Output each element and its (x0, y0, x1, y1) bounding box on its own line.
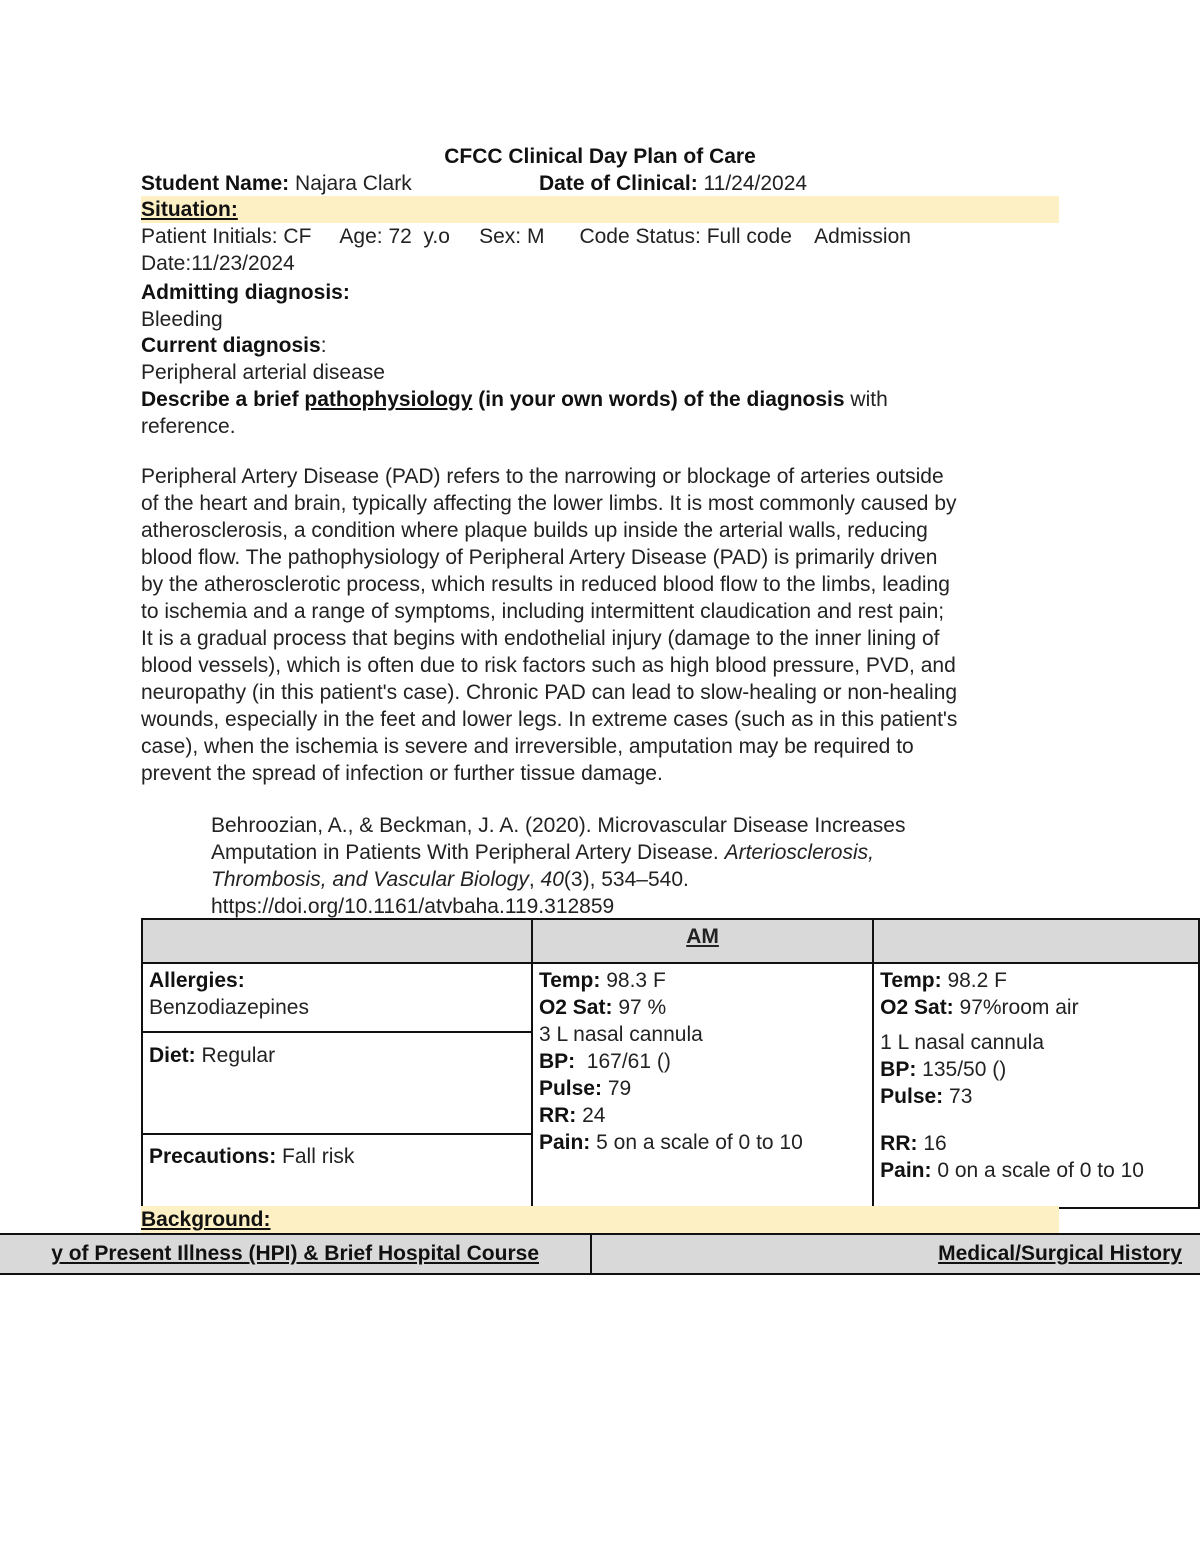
am-vitals-cell: Temp: 98.3 F O2 Sat: 97 % 3 L nasal cannula BP: 167/61 () Pulse: 79 RR: 24 Pain: 5 on a scale of 0 to 10 (532, 963, 873, 1208)
document-title: CFCC Clinical Day Plan of Care (444, 145, 756, 168)
current-diagnosis-value: Peripheral arterial disease (141, 361, 385, 384)
diet-cell: Diet: Regular (142, 1032, 532, 1134)
background-table-header (0, 1233, 1200, 1275)
reference-citation: Behroozian, A., & Beckman, J. A. (2020). Microvascular Disease Increases Amputation in Patients With Peripheral Artery Disease. Arteriosclerosis, Thrombosis, and Vascular Biology, 40(3), 534–540. https://doi.org/10.1161/atvbaha.119.312859 (211, 814, 906, 918)
background-highlight (141, 1206, 1059, 1233)
clinical-date-line (539, 170, 807, 197)
medical-history-header: Medical/Surgical History (938, 1242, 1182, 1265)
current-diagnosis-label: Current diagnosis: (141, 334, 327, 357)
header-divider (590, 1235, 592, 1273)
pathophysiology-paragraph (141, 463, 1071, 787)
background-label: Background: (141, 1208, 271, 1231)
hpi-header: y of Present Illness (HPI) & Brief Hospital Course (51, 1242, 539, 1265)
paragraph-line: by the atherosclerotic process, which results in reduced blood flow to the limbs, leading (141, 573, 950, 596)
student-name-label: Student Name: (141, 172, 290, 195)
clinical-date-label: Date of Clinical: (539, 172, 698, 195)
describe-prompt: Describe a brief pathophysiology (in your own words) of the diagnosis with (141, 388, 888, 411)
paragraph-line: wounds, especially in the feet and lower legs. In extreme cases (such as in this patient's (141, 708, 958, 731)
patient-info-line: Patient Initials: CF Age: 72 y.o Sex: M Code Status: Full code Admission (141, 225, 911, 248)
paragraph-line: case), when the ischemia is severe and irreversible, amputation may be required to (141, 735, 914, 758)
paragraph-line: Peripheral Artery Disease (PAD) refers to the narrowing or blockage of arteries outside (141, 465, 944, 488)
paragraph-line: atherosclerosis, a condition where plaque builds up inside the arterial walls, reducing (141, 519, 928, 542)
table-header-blank (142, 919, 532, 963)
pm-vitals-cell: Temp: 98.2 F O2 Sat: 97%room air 1 L nasal cannula BP: 135/50 () Pulse: 73 RR: 16 Pain: 0 on a scale of 0 to 10 (873, 963, 1199, 1208)
paragraph-line: prevent the spread of infection or further tissue damage. (141, 762, 663, 785)
describe-prompt-cont: reference. (141, 415, 236, 438)
situation-highlight (141, 196, 1059, 223)
student-name-value: Najara Clark (295, 172, 412, 195)
paragraph-line: blood flow. The pathophysiology of Peripheral Artery Disease (PAD) is primarily driven (141, 546, 938, 569)
paragraph-line: to ischemia and a range of symptoms, including intermittent claudication and rest pain; (141, 600, 945, 623)
clinical-date-value: 11/24/2024 (703, 172, 808, 195)
student-name-line (141, 170, 412, 197)
allergies-cell: Allergies: Benzodiazepines (142, 963, 532, 1032)
precautions-cell: Precautions: Fall risk (142, 1134, 532, 1208)
paragraph-line: blood vessels), which is often due to risk factors such as high blood pressure, PVD, and (141, 654, 956, 677)
vitals-table (141, 918, 1200, 1209)
reference-doi-link[interactable]: https://doi.org/10.1161/atvbaha.119.312859 (211, 895, 615, 918)
paragraph-line: It is a gradual process that begins with endothelial injury (damage to the inner lining of (141, 627, 940, 650)
admission-date-line: Date:11/23/2024 (141, 252, 295, 275)
admitting-diagnosis-label: Admitting diagnosis: (141, 281, 350, 304)
paragraph-line: of the heart and brain, typically affecting the lower limbs. It is most commonly caused by (141, 492, 957, 515)
situation-label: Situation: (141, 198, 238, 221)
am-header: AM (532, 919, 873, 963)
paragraph-line: neuropathy (in this patient's case). Chronic PAD can lead to slow-healing or non-healing (141, 681, 958, 704)
admitting-diagnosis-value: Bleeding (141, 308, 223, 331)
pm-header (873, 919, 1199, 963)
